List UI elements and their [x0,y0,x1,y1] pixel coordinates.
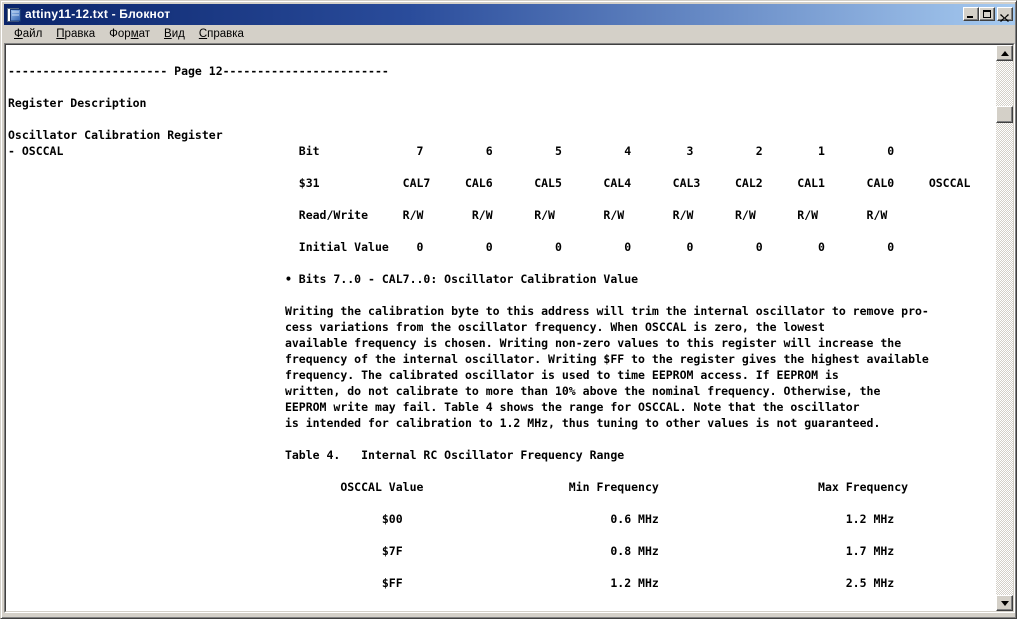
text-line [8,287,996,303]
text-line: Register Description [8,96,147,110]
text-line: written, do not calibrate to more than 10% above the nominal frequency. Otherwise, the [8,384,881,398]
editor-frame [4,43,1015,613]
text-line: $FF 1.2 MHz 2.5 MHz [8,576,895,590]
text-line: Table 4. Internal RC Oscillator Frequency Range [8,448,625,462]
scroll-up-icon [1001,51,1009,56]
text-line [8,527,996,543]
scroll-down-button[interactable] [996,595,1013,611]
text-line: $00 0.6 MHz 1.2 MHz [8,512,895,526]
text-line [8,191,996,207]
text-line: Read/Write R/W R/W R/W R/W R/W R/W R/W R/W [8,208,888,222]
scroll-up-button[interactable] [996,45,1013,61]
text-line: frequency of the internal oscillator. Writing $FF to the register gives the highest available [8,352,929,366]
menu-accel: Ф [14,27,23,40]
maximize-button[interactable] [979,7,995,21]
text-line: Writing the calibration byte to this address will trim the internal oscillator to remove pro- [8,304,929,318]
editor-inner [5,44,1014,612]
text-line: OSCCAL Value Min Frequency Max Frequency [8,480,909,494]
text-line [8,495,996,511]
text-line: $31 CAL7 CAL6 CAL5 CAL4 CAL3 CAL2 CAL1 CAL0 OSCCAL [8,176,971,190]
text-line: is intended for calibration to 1.2 MHz, thus tuning to other values is not guaranteed. [8,416,881,430]
menubar [4,25,1015,43]
menu-accel: В [164,27,172,40]
menu-label: правка [207,27,244,40]
text-line [8,431,996,447]
menu-accel: С [198,27,208,40]
menu-label: ат [138,27,151,40]
text-line [8,47,996,63]
text-line: available frequency is chosen. Writing non-zero values to this register will increase the [8,336,902,350]
text-line: EEPROM write may fail. Table 4 shows the range for OSCCAL. Note that the oscillator [8,400,860,414]
menu-item-format[interactable] [102,26,157,43]
menu-accel: П [56,27,65,40]
scroll-down-icon [1001,601,1009,606]
menu-accel: м [130,27,139,40]
text-line: Oscillator Calibration Register [8,128,223,142]
scrollbar-thumb[interactable] [996,106,1013,123]
text-line: cess variations from the oscillator frequency. When OSCCAL is zero, the lowest [8,320,825,334]
close-button[interactable] [997,7,1013,21]
minimize-button[interactable] [963,7,979,21]
maximize-icon [983,10,991,18]
menu-label: ид [171,27,185,40]
titlebar[interactable] [4,4,1015,25]
text-line: - OSCCAL Bit 7 6 5 4 3 2 1 0 [8,144,895,158]
text-line: Initial Value 0 0 0 0 0 0 0 0 [8,240,895,254]
text-line [8,111,996,127]
vertical-scrollbar[interactable] [996,45,1013,611]
menu-label: айл [22,27,43,40]
menu-item-file[interactable] [7,26,49,43]
menu-item-help[interactable] [192,26,251,43]
text-line [8,463,996,479]
minimize-icon [967,16,973,18]
menu-item-view[interactable] [157,26,192,43]
text-line: • Bits 7..0 - CAL7..0: Oscillator Calibration Value [8,272,639,286]
text-line [8,223,996,239]
menu-label: равка [64,27,96,40]
window-title: attiny11-12.txt - Блокнот [25,7,171,21]
text-line: $7F 0.8 MHz 1.7 MHz [8,544,895,558]
text-line: ----------------------- Page 12------------------------ [8,64,389,78]
menu-item-edit[interactable] [49,26,102,43]
menu-label: Фор [109,27,131,40]
notepad-icon [6,7,22,23]
close-icon [1000,10,1009,25]
text-editor[interactable] [6,45,996,611]
text-line [8,559,996,575]
text-line [8,79,996,95]
text-line: frequency. The calibrated oscillator is used to time EEPROM access. If EEPROM is [8,368,839,382]
text-line [8,255,996,271]
window-controls [963,7,1013,21]
text-line [8,159,996,175]
